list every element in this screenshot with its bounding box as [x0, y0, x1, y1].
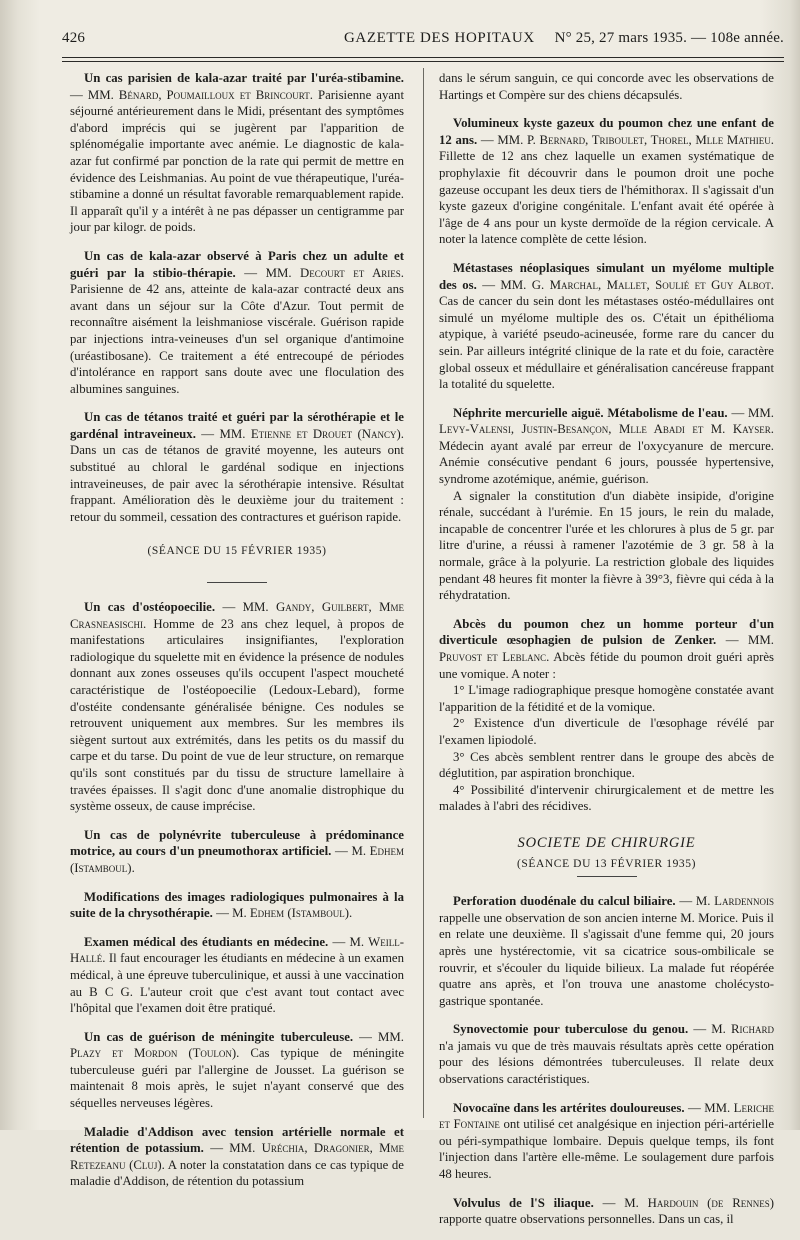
article [70, 1029, 404, 1112]
left-column [70, 70, 404, 1202]
article-authors: — M. Edhem (Istamboul). [70, 844, 404, 875]
article-authors: — MM. Bénard, Poumailloux et Brincourt. [70, 87, 313, 102]
page-number: 426 [62, 30, 86, 46]
article [439, 115, 774, 248]
article [439, 616, 774, 815]
article-authors: — MM. Gandy, Guilbert, Mme Crasneasischi. [70, 600, 404, 631]
article-body: rapporte quatre observations personnelles. Dans un cas, il [439, 1212, 734, 1227]
column-divider [423, 68, 424, 1118]
article-body: Médecin ayant avalé par erreur de l'oxycyanure de mercure. Anémie consécutive pendant 6 jours, poussée hypertensive, syndrome azotémique, anémie, guérison. [439, 438, 774, 487]
session-date: (SÉANCE DU 15 FÉVRIER 1935) [147, 545, 327, 558]
article-title: Néphrite mercurielle aiguë. Métabolisme de l'eau. [453, 405, 728, 420]
article [70, 827, 404, 877]
article-authors: — MM. Levy-Valensi, Justin-Besançon, Mlle Abadi et M. Kayser. [439, 405, 775, 437]
article-title: Abcès du poumon chez un homme porteur d'un diverticule œsophagien de pulsion de Zenker. [439, 616, 774, 648]
article-title: Un cas de guérison de méningite tuberculeuse. [84, 1029, 354, 1044]
article-body: Cas typique de méningite tuberculeuse guéri par l'allergine de Jousset. La guérison se maintenait 8 mois après, le sujet n'ayant conservé que des séquelles nerveuses légères. [70, 1046, 405, 1111]
list-item: 1° L'image radiographique presque homogène constatée avant l'apparition de la fétidité et de la vomique. [439, 683, 774, 714]
article [439, 260, 774, 393]
article-authors: — MM. Uréchia, Dragonier, Mme Retezeanu (Cluj). [70, 1141, 404, 1172]
article-title: Volvulus de l'S iliaque. [453, 1195, 594, 1210]
article-body: ont utilisé cet analgésique en injection péri-artérielle ou péri-sympathique lombaire. Depuis quelque temps, ils font l'injection dans l'artère elle-même. Le soulagement dure parfois 48 heures. [439, 1117, 774, 1182]
article [70, 1124, 404, 1190]
list-item: 3° Ces abcès semblent rentrer dans le groupe des abcès de déglutition, par aspiration bronchique. [439, 749, 774, 781]
article-authors: — M. Richard [693, 1022, 775, 1037]
article-body: Fillette de 12 ans chez laquelle un examen systématique de prophylaxie fit découvrir dans le poumon droit une poche gazeuse occupant les deux tiers de l'hémithorax. Il s'agissait d'un kyste gazeux d'origine congénitale. L'enfant avait été opérée à l'âge de 4 ans pour un kyste dermoïde de la région cervicale. A noter la latence complète de cette lésion. [439, 149, 774, 247]
article-body: Il faut encourager les étudiants en médecine à un examen médical, à une épreuve tuberculinique, et aussi à une vaccination au B C G. L'auteur croit que c'est avant tout contact avec l'hôpital que l'examen doit être pratiqué. [70, 951, 404, 1016]
journal-title: GAZETTE DES HOPITAUX [344, 30, 535, 46]
article-title: Perforation duodénale du calcul biliaire. [453, 894, 676, 909]
article [70, 599, 404, 815]
article [70, 248, 404, 397]
running-header [62, 30, 784, 52]
article [70, 889, 404, 922]
article [70, 409, 404, 525]
right-column [439, 70, 774, 1240]
article-authors: — M. Lardennois [679, 894, 775, 909]
article-body: Homme de 23 ans chez lequel, à propos de manifestations articulaires insignifiantes, l'exploration radiologique du squelette mit en évidence la présence de nodules donnant aux zones osseuses qu'ils occupent l'aspect moucheté caractéristique de l'ostéopoecilie (Ledoux-Lebard), forme d'ostéite condensante généralisée bénigne. Ces nodules se retrouvent uniquement aux membres. Sur les membres ils siègent surtout aux extrémités, dans les petits os du massif du carpe et du tarse. Du point de vue de leur structure, on remarque qu'ils sont constitués par du tissu de structure lamellaire à travées épaisses. Il s'agit donc d'une anomalie distrophique du système osseux, de cause imprécise. [70, 616, 404, 814]
list-item: 4° Possibilité d'intervenir chirurgicalement et de mettre les malades à l'abri des récidives. [439, 782, 774, 814]
article-body: rappelle une observation de son ancien interne M. Morice. Puis il en relate une deuxième. Il s'agissait d'une femme qui, 20 jours après une hystérectomie, vit sa cicatrice sous-ombilicale se rouvrir, et s'écouler du liquide bilieux. La malade fut réopérée quatre ans après, et l'on trouva une anastome cholécysto-gastrique spontanée. [439, 910, 774, 1008]
article-title: Un cas parisien de kala-azar traité par l'uréa-stibamine. [84, 71, 404, 85]
article-title: Un cas de polynévrite tuberculeuse à prédominance motrice, au cours d'un pneumothorax artificiel. [70, 827, 404, 859]
article-title: Métastases néoplasiques simulant un myélome multiple des os. [439, 260, 774, 292]
article-authors: — MM. P. Bernard, Triboulet, Thorel, Mlle Mathieu. [480, 132, 774, 147]
article-authors: — MM. Plazy et Mordon (Toulon). [70, 1029, 405, 1061]
session-heading [70, 543, 404, 583]
article [70, 70, 404, 236]
article-body: Cas de cancer du sein dont les métastases ostéo-médullaires ont simulé un myélome multiple des os. C'était un épithélioma atypique, à variété pseudo-acineusée, forme rare du cancer du sein. Par ailleurs intégrité clinique de la rate et du foie, caractère global osseux et médullaire et généralisation cancéreuse frappant la totalité du squelette. [439, 294, 774, 392]
article-authors: — M. Hardouin (de Rennes) [602, 1195, 775, 1210]
article-title: Examen médical des étudiants en médecine. [84, 934, 329, 949]
article-title: Maladie d'Addison avec tension artérielle normale et rétention de potassium. [70, 1124, 404, 1156]
continued-text: dans le sérum sanguin, ce qui concorde avec les observations de Hartings et Compère sur des chiens décapsulés. [439, 71, 774, 102]
article-title: Un cas de tétanos traité et guéri par la sérothérapie et le gardénal intraveineux. [70, 410, 404, 441]
article-title: Volumineux kyste gazeux du poumon chez une enfant de 12 ans. [439, 116, 774, 147]
article [439, 1100, 774, 1183]
article-body: Parisienne ayant séjourné antérieurement dans le Midi, présentant des symptômes d'abord imprécis qui se jugèrent par l'apparition de splénomégalie importante avec anémie. Le diagnostic de kala-azar fut confirmé par ponction de la rate qui permit de mettre en évidence des Leishmanias. Au point de vue thérapeutique, l'uréa-stibamine a donné un résultat favorable remarquablement rapide. Il apparaît qu'il y a intérêt à ne pas dépasser un centigramme par jour par kilogr. de poids. [70, 87, 404, 235]
article [439, 405, 774, 604]
society-heading: SOCIETE DE CHIRURGIE [517, 834, 696, 851]
article-body: A noter la constatation dans ce cas typique de maladie d'Addison, de rétention du potassium [70, 1157, 404, 1189]
article-body-paragraph: A signaler la constitution d'un diabète insipide, d'origine rénale, succédant à l'urémie. En 15 jours, le rein du malade, incapable de concentrer l'urée et les chlorures à plus de 5 gr. par litre d'urine, a réussi à ramener l'azotémie de 3 gr. 58 à la normale, grâce à la polyurie. La restriction globale des liquides pendant 48 heures fit monter la fièvre à 39°3, fièvre qui céda à la réhydratation. [439, 488, 774, 603]
article-authors: — MM. Pruvost et Leblanc. [439, 633, 774, 664]
article [439, 1021, 774, 1087]
article-authors: — MM. Decourt et Aries. [244, 265, 405, 280]
article-continuation [439, 70, 774, 103]
article-authors: — MM. Etienne et Drouet (Nancy). [201, 426, 404, 441]
article [439, 1195, 774, 1228]
session-date: (SÉANCE DU 13 FÉVRIER 1935) [516, 857, 697, 870]
header-rule [62, 57, 784, 62]
issue-info: N° 25, 27 mars 1935. — 108e année. [554, 30, 784, 46]
article-title: Un cas de kala-azar observé à Paris chez un adulte et guéri par la stibio-thérapie. [70, 248, 404, 280]
article-authors: — M. Edhem (Istamboul). [216, 906, 353, 921]
article-body: Abcès fétide du poumon droit guéri après une vomique. A noter : [439, 650, 775, 681]
session-rule [577, 876, 637, 877]
article-title: Synovectomie pour tuberculose du genou. [453, 1022, 689, 1037]
article-authors: — MM. G. Marchal, Mallet, Soulié et Guy Albot. [482, 277, 774, 292]
article [439, 893, 774, 1009]
list-item: 2° Existence d'un diverticule de l'œsophage révélé par l'examen lipiodolé. [439, 716, 774, 747]
article-body: n'a jamais vu que de très mauvais résultats après cette opération pour des lésions démontrées tuberculeuses. Il relate deux observations caractéristiques. [439, 1038, 774, 1087]
article-authors: — M. Weill-Hallé. [70, 934, 404, 966]
article-body: Dans un cas de tétanos de gravité moyenne, les auteurs ont substitué au chloral le gardénal sodique en injections intraveineuses, de pair avec la sérothérapie intensive. Résultat frappant. Amélioration dès le deuxième jour du traitement : retour du sommeil, cessation des contractures et guérison rapide. [70, 443, 404, 524]
article-title: Novocaïne dans les artérites douloureuses. [453, 1100, 685, 1115]
article-title: Un cas d'ostéopoecilie. [84, 600, 216, 615]
article-title: Modifications des images radiologiques pulmonaires à la suite de la chrysothérapie. [70, 889, 404, 921]
article-authors: — MM. Leriche et Fontaine [439, 1100, 774, 1132]
session-rule [207, 582, 267, 583]
article [70, 934, 404, 1017]
article-body: Parisienne de 42 ans, atteinte de kala-azar contracté deux ans avant dans un séjour sur la Côte d'Azur. Tout permit de reconnaître aisément la leishmaniose viscérale. Guérison rapide par injections intra-veineuses d'un sel organique d'antimoine (uréastibosane). Ce traitement a été entrecoupé de périodes d'intolérance en rapport sans doute avec une floculation des albumines sanguines. [70, 282, 404, 396]
